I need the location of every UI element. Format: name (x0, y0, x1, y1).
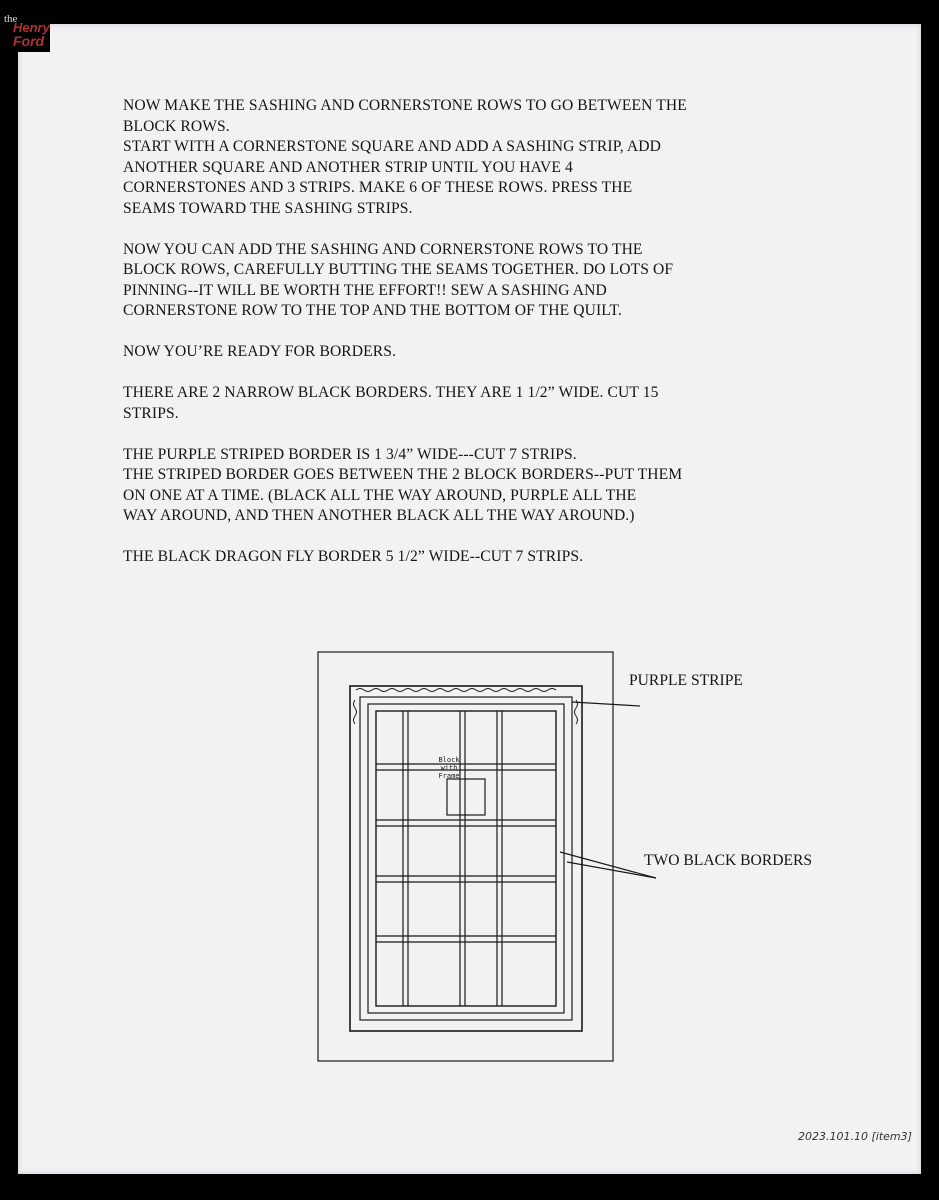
text-line: STRIPS. (123, 404, 179, 422)
text-line: NOW YOU CAN ADD THE SASHING AND CORNERSTONE ROWS TO THE (123, 240, 643, 258)
text-line: THE PURPLE STRIPED BORDER IS 1 3/4” WIDE---CUT 7 STRIPS. (123, 445, 577, 463)
logo-the: the (4, 13, 18, 25)
stripe-pattern-right (575, 700, 578, 724)
purple-stripe-band (360, 697, 572, 1020)
text-line: BLOCK ROWS. (123, 117, 230, 135)
text-line: CORNERSTONE ROW TO THE TOP AND THE BOTTOM OF THE QUILT. (123, 302, 622, 319)
block-label (432, 756, 466, 780)
henry-ford-logo (0, 0, 50, 52)
block-label-line: with (440, 764, 458, 772)
text-line: NOW MAKE THE SASHING AND CORNERSTONE ROWS TO GO BETWEEN THE (123, 97, 687, 114)
stripe-pattern-left (354, 700, 357, 724)
text-line: THE STRIPED BORDER GOES BETWEEN THE 2 BLOCK BORDERS--PUT THEM (123, 466, 683, 483)
text-line: CORNERSTONES AND 3 STRIPS. MAKE 6 OF THESE ROWS. PRESS THE (123, 179, 633, 196)
block-label-line: Block (438, 756, 460, 764)
text-line: START WITH A CORNERSTONE SQUARE AND ADD A SASHING STRIP, ADD (123, 138, 661, 155)
block-label-line: Frame (438, 772, 460, 780)
leader-black-border-1 (560, 852, 656, 878)
quilt-outer-edge (350, 686, 582, 1031)
text-line: PINNING--IT WILL BE WORTH THE EFFORT!! SEW A SASHING AND (123, 281, 607, 299)
block-with-frame (447, 779, 485, 815)
text-line: ON ONE AT A TIME. (BLACK ALL THE WAY AROUND, PURPLE ALL THE (123, 486, 637, 504)
catalog-number: 2023.101.10 [item3] (798, 1130, 912, 1143)
logo-ford: Ford (13, 33, 45, 49)
logo-henry: Henry (13, 20, 50, 35)
text-line: NOW YOU’RE READY FOR BORDERS. (123, 343, 397, 360)
text-line: BLOCK ROWS, CAREFULLY BUTTING THE SEAMS TOGETHER. DO LOTS OF (123, 261, 674, 278)
two-black-borders-label: TWO BLACK BORDERS (644, 852, 813, 869)
stripe-pattern-top (356, 689, 556, 692)
text-line: THERE ARE 2 NARROW BLACK BORDERS. THEY ARE 1 1/2” WIDE. CUT 15 (123, 384, 659, 401)
text-line: THE BLACK DRAGON FLY BORDER 5 1/2” WIDE--CUT 7 STRIPS. (123, 548, 584, 565)
text-line: WAY AROUND, AND THEN ANOTHER BLACK ALL THE WAY AROUND.) (123, 507, 635, 524)
text-line: ANOTHER SQUARE AND ANOTHER STRIP UNTIL YOU HAVE 4 (123, 158, 573, 176)
black-border-outer (368, 704, 564, 1013)
text-line: SEAMS TOWARD THE SASHING STRIPS. (123, 199, 413, 217)
purple-stripe-label: PURPLE STRIPE (629, 672, 743, 689)
leader-black-border-2 (567, 862, 656, 878)
